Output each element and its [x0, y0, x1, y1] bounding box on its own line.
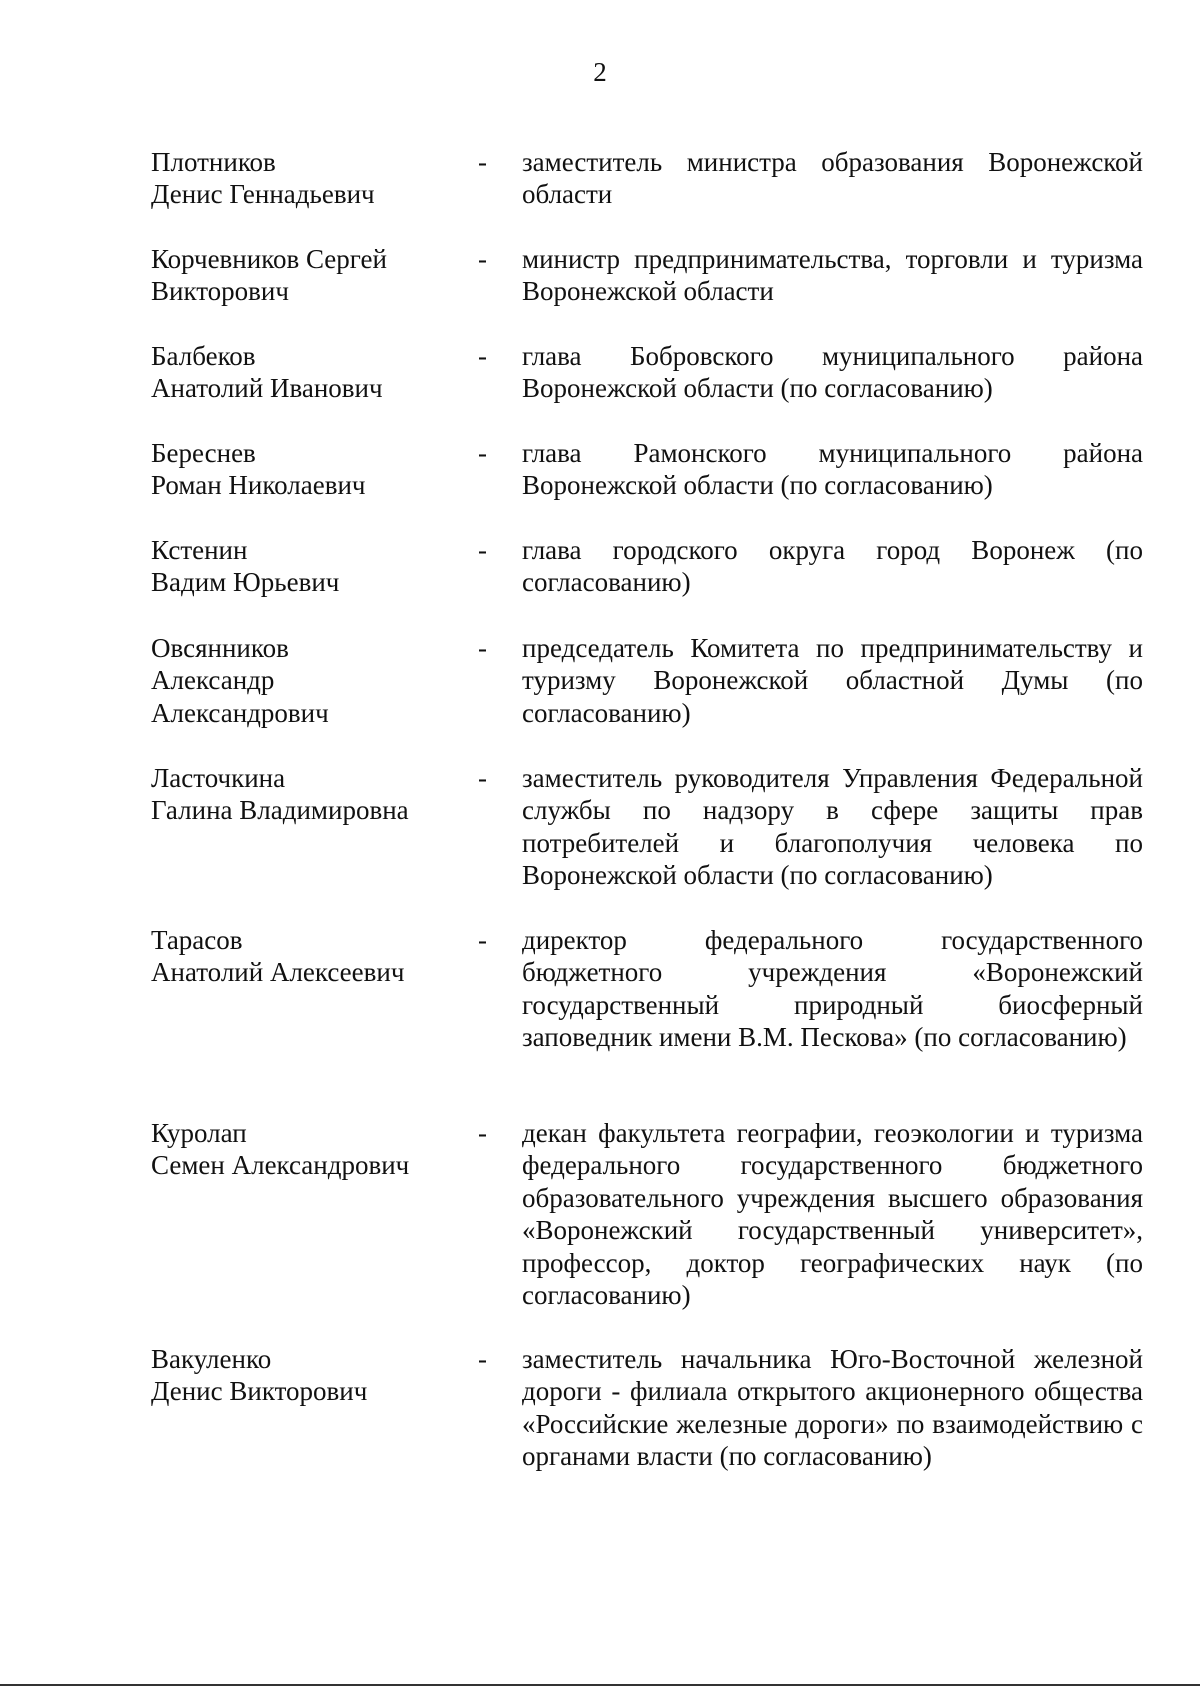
member-dash: -: [478, 1118, 487, 1148]
member-name: [151, 534, 451, 599]
member-row: [0, 924, 1200, 1117]
member-row: [0, 762, 1200, 924]
member-role: директор федерального государственного бюджетного учреждения «Воронежский государственный природный биосферный заповедник имени В.М. Пескова» (по согласованию): [522, 925, 1143, 1053]
member-name-line: Денис Геннадьевич: [151, 179, 375, 210]
member-name: [151, 437, 451, 502]
member-row: [0, 243, 1200, 340]
member-name-line: Семен Александрович: [151, 1150, 410, 1181]
bottom-rule: [0, 1684, 1200, 1686]
member-role: декан факультета географии, геоэкологии и туризма федерального государственного бюджетного образовательного учреждения высшего образования «Воронежский государственный университет», профессор, доктор географических наук (по согласованию): [522, 1118, 1143, 1311]
member-role: заместитель начальника Юго-Восточной железной дороги - филиала открытого акционерного общества «Российские железные дороги» по взаимодействию с органами власти (по согласованию): [522, 1344, 1143, 1472]
member-name-line: Плотников: [151, 147, 276, 177]
member-name: [151, 340, 451, 405]
member-row: [0, 632, 1200, 762]
member-dash: -: [478, 244, 487, 274]
member-dash: -: [478, 147, 487, 177]
member-dash: -: [478, 438, 487, 468]
member-name-line: Ласточкина: [151, 763, 286, 793]
member-name-line: Галина Владимировна: [151, 795, 409, 826]
member-role: глава Бобровского муниципального района Воронежской области (по согласованию): [522, 341, 1143, 404]
member-dash: -: [478, 633, 487, 663]
member-role: заместитель руководителя Управления Федеральной службы по надзору в сфере защиты прав потребителей и благополучия человека по Воронежской области (по согласованию): [522, 763, 1143, 891]
member-name-line: Овсянников: [151, 633, 289, 663]
member-name: [151, 632, 451, 729]
member-dash: -: [478, 925, 487, 955]
member-dash: -: [478, 763, 487, 793]
member-name: [151, 1117, 451, 1182]
member-name-line: Анатолий Иванович: [151, 373, 383, 404]
member-row: [0, 146, 1200, 243]
member-name: [151, 924, 451, 989]
member-name-line: Корчевников Сергей: [151, 244, 387, 274]
member-row: [0, 1117, 1200, 1343]
member-name-line: Анатолий Алексеевич: [151, 957, 405, 988]
member-name: [151, 146, 451, 211]
member-name-line: Балбеков: [151, 341, 256, 371]
member-dash: -: [478, 535, 487, 565]
member-row: [0, 340, 1200, 437]
member-row: [0, 534, 1200, 632]
member-name-line: Тарасов: [151, 925, 243, 955]
member-row: [0, 437, 1200, 534]
member-name-line: Александрович: [151, 697, 329, 728]
member-role: заместитель министра образования Воронежской области: [522, 147, 1143, 210]
member-dash: -: [478, 1344, 487, 1374]
member-dash: -: [478, 341, 487, 371]
member-list: [0, 146, 1200, 1513]
member-row: [0, 1343, 1200, 1513]
member-name-line: Вакуленко: [151, 1344, 272, 1374]
member-role: глава Рамонского муниципального района Воронежской области (по согласованию): [522, 438, 1143, 501]
member-name: [151, 243, 451, 308]
member-name-line: Роман Николаевич: [151, 470, 366, 501]
member-role: министр предпринимательства, торговли и туризма Воронежской области: [522, 244, 1143, 307]
member-name-line: Куролап: [151, 1118, 247, 1148]
member-name-line: Береснев: [151, 438, 256, 468]
member-name-line: Александр: [151, 665, 275, 696]
member-role: глава городского округа город Воронеж (по согласованию): [522, 535, 1143, 598]
member-name-line: Кстенин: [151, 535, 248, 565]
member-name-line: Денис Викторович: [151, 1376, 368, 1407]
member-name-line: Вадим Юрьевич: [151, 567, 340, 598]
member-name-line: Викторович: [151, 276, 289, 307]
member-name: [151, 762, 451, 827]
member-name: [151, 1343, 451, 1408]
member-role: председатель Комитета по предпринимательству и туризму Воронежской областной Думы (по согласованию): [522, 633, 1143, 728]
page-number: 2: [593, 57, 607, 87]
